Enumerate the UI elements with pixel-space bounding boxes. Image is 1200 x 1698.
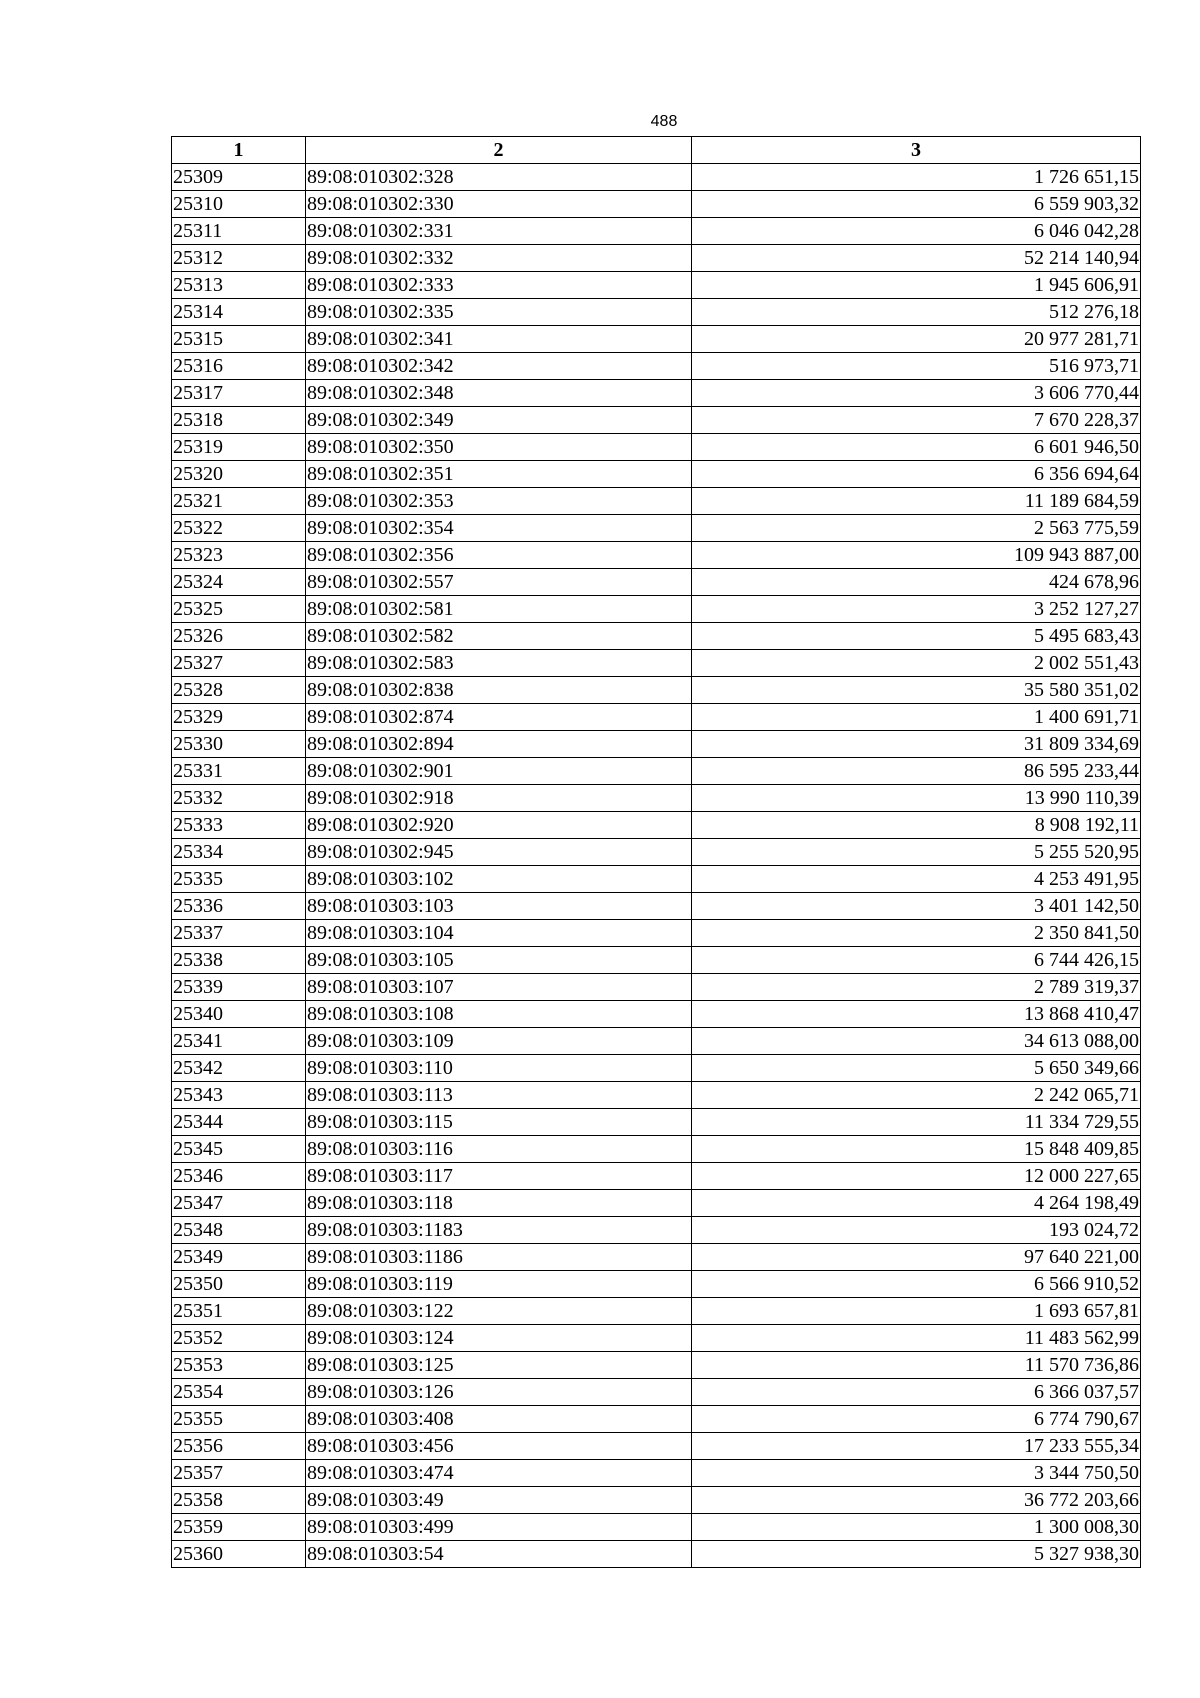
cadastral-number: 89:08:010302:356 (306, 542, 692, 569)
cadastral-number: 89:08:010302:901 (306, 758, 692, 785)
cadastral-value: 6 356 694,64 (692, 461, 1141, 488)
row-number: 25320 (172, 461, 306, 488)
cadastral-number: 89:08:010302:332 (306, 245, 692, 272)
cadastral-value: 1 300 008,30 (692, 1514, 1141, 1541)
cadastral-value: 5 495 683,43 (692, 623, 1141, 650)
cadastral-value: 2 002 551,43 (692, 650, 1141, 677)
table-row (172, 1244, 1141, 1271)
cadastral-value: 6 366 037,57 (692, 1379, 1141, 1406)
cadastral-number: 89:08:010303:119 (306, 1271, 692, 1298)
cadastral-value: 3 344 750,50 (692, 1460, 1141, 1487)
table-row (172, 947, 1141, 974)
cadastral-number: 89:08:010302:894 (306, 731, 692, 758)
cadastral-number: 89:08:010303:117 (306, 1163, 692, 1190)
table-row (172, 461, 1141, 488)
cadastral-number: 89:08:010302:351 (306, 461, 692, 488)
cadastral-value: 3 252 127,27 (692, 596, 1141, 623)
table-row (172, 812, 1141, 839)
cadastral-value: 516 973,71 (692, 353, 1141, 380)
table-row (172, 1325, 1141, 1352)
cadastral-number: 89:08:010303:54 (306, 1541, 692, 1568)
cadastral-value: 52 214 140,94 (692, 245, 1141, 272)
row-number: 25352 (172, 1325, 306, 1352)
cadastral-number: 89:08:010302:838 (306, 677, 692, 704)
cadastral-number: 89:08:010302:330 (306, 191, 692, 218)
cadastral-value: 2 350 841,50 (692, 920, 1141, 947)
row-number: 25343 (172, 1082, 306, 1109)
row-number: 25342 (172, 1055, 306, 1082)
row-number: 25316 (172, 353, 306, 380)
cadastral-number: 89:08:010303:103 (306, 893, 692, 920)
cadastral-number: 89:08:010303:474 (306, 1460, 692, 1487)
row-number: 25318 (172, 407, 306, 434)
table-row (172, 623, 1141, 650)
row-number: 25351 (172, 1298, 306, 1325)
row-number: 25344 (172, 1109, 306, 1136)
table-row (172, 704, 1141, 731)
table-row (172, 272, 1141, 299)
cadastral-number: 89:08:010302:581 (306, 596, 692, 623)
cadastral-value: 1 945 606,91 (692, 272, 1141, 299)
row-number: 25329 (172, 704, 306, 731)
table-row (172, 974, 1141, 1001)
cadastral-value: 11 334 729,55 (692, 1109, 1141, 1136)
table-row (172, 758, 1141, 785)
cadastral-value: 424 678,96 (692, 569, 1141, 596)
cadastral-value: 17 233 555,34 (692, 1433, 1141, 1460)
cadastral-number: 89:08:010302:335 (306, 299, 692, 326)
table-row (172, 245, 1141, 272)
row-number: 25319 (172, 434, 306, 461)
cadastral-number: 89:08:010302:582 (306, 623, 692, 650)
cadastral-value: 13 990 110,39 (692, 785, 1141, 812)
table-row (172, 1379, 1141, 1406)
cadastral-number: 89:08:010302:945 (306, 839, 692, 866)
table-row (172, 488, 1141, 515)
cadastral-number: 89:08:010302:557 (306, 569, 692, 596)
row-number: 25346 (172, 1163, 306, 1190)
cadastral-number: 89:08:010302:331 (306, 218, 692, 245)
header-col-3: 3 (692, 137, 1141, 164)
cadastral-value: 109 943 887,00 (692, 542, 1141, 569)
table-row (172, 1460, 1141, 1487)
cadastral-number: 89:08:010303:1186 (306, 1244, 692, 1271)
table-row (172, 1487, 1141, 1514)
row-number: 25359 (172, 1514, 306, 1541)
table-row (172, 1352, 1141, 1379)
row-number: 25331 (172, 758, 306, 785)
table-row (172, 191, 1141, 218)
row-number: 25311 (172, 218, 306, 245)
table-body (172, 164, 1141, 1568)
cadastral-number: 89:08:010302:333 (306, 272, 692, 299)
table-row (172, 407, 1141, 434)
table-row (172, 650, 1141, 677)
row-number: 25356 (172, 1433, 306, 1460)
cadastral-number: 89:08:010303:408 (306, 1406, 692, 1433)
cadastral-number: 89:08:010303:105 (306, 947, 692, 974)
row-number: 25330 (172, 731, 306, 758)
cadastral-value: 20 977 281,71 (692, 326, 1141, 353)
cadastral-number: 89:08:010303:49 (306, 1487, 692, 1514)
cadastral-number: 89:08:010303:116 (306, 1136, 692, 1163)
cadastral-value: 6 601 946,50 (692, 434, 1141, 461)
row-number: 25336 (172, 893, 306, 920)
table-row (172, 596, 1141, 623)
table-row (172, 1541, 1141, 1568)
row-number: 25332 (172, 785, 306, 812)
cadastral-number: 89:08:010302:583 (306, 650, 692, 677)
table-row (172, 326, 1141, 353)
table-header (172, 137, 1141, 164)
table-row (172, 1055, 1141, 1082)
cadastral-number: 89:08:010303:109 (306, 1028, 692, 1055)
table-row (172, 1406, 1141, 1433)
row-number: 25345 (172, 1136, 306, 1163)
cadastral-number: 89:08:010303:115 (306, 1109, 692, 1136)
cadastral-number: 89:08:010303:499 (306, 1514, 692, 1541)
page-number: 488 (650, 113, 678, 130)
table-row (172, 1163, 1141, 1190)
cadastral-value: 97 640 221,00 (692, 1244, 1141, 1271)
row-number: 25325 (172, 596, 306, 623)
cadastral-value: 1 693 657,81 (692, 1298, 1141, 1325)
cadastral-value: 6 559 903,32 (692, 191, 1141, 218)
table-row (172, 164, 1141, 191)
row-number: 25314 (172, 299, 306, 326)
cadastral-number: 89:08:010303:108 (306, 1001, 692, 1028)
header-col-1: 1 (172, 137, 306, 164)
table-row (172, 839, 1141, 866)
table-row (172, 785, 1141, 812)
table-row (172, 677, 1141, 704)
cadastral-value: 3 606 770,44 (692, 380, 1141, 407)
cadastral-value: 2 242 065,71 (692, 1082, 1141, 1109)
cadastral-value: 8 908 192,11 (692, 812, 1141, 839)
table-row (172, 542, 1141, 569)
row-number: 25337 (172, 920, 306, 947)
cadastral-number: 89:08:010303:456 (306, 1433, 692, 1460)
table-row (172, 731, 1141, 758)
table-row (172, 218, 1141, 245)
cadastral-number: 89:08:010303:102 (306, 866, 692, 893)
cadastral-value: 13 868 410,47 (692, 1001, 1141, 1028)
cadastral-value: 3 401 142,50 (692, 893, 1141, 920)
cadastral-number: 89:08:010302:874 (306, 704, 692, 731)
cadastral-value: 12 000 227,65 (692, 1163, 1141, 1190)
row-number: 25354 (172, 1379, 306, 1406)
row-number: 25321 (172, 488, 306, 515)
header-row (172, 137, 1141, 164)
row-number: 25309 (172, 164, 306, 191)
cadastral-value: 35 580 351,02 (692, 677, 1141, 704)
row-number: 25334 (172, 839, 306, 866)
cadastral-number: 89:08:010303:110 (306, 1055, 692, 1082)
cadastral-value: 15 848 409,85 (692, 1136, 1141, 1163)
row-number: 25349 (172, 1244, 306, 1271)
row-number: 25347 (172, 1190, 306, 1217)
cadastral-value: 512 276,18 (692, 299, 1141, 326)
table-row (172, 1082, 1141, 1109)
row-number: 25327 (172, 650, 306, 677)
cadastral-value: 31 809 334,69 (692, 731, 1141, 758)
row-number: 25353 (172, 1352, 306, 1379)
cadastral-number: 89:08:010302:350 (306, 434, 692, 461)
row-number: 25348 (172, 1217, 306, 1244)
table-row (172, 434, 1141, 461)
cadastral-number: 89:08:010302:348 (306, 380, 692, 407)
row-number: 25333 (172, 812, 306, 839)
cadastral-number: 89:08:010303:122 (306, 1298, 692, 1325)
table-row (172, 569, 1141, 596)
cadastral-number: 89:08:010303:118 (306, 1190, 692, 1217)
cadastral-number: 89:08:010303:107 (306, 974, 692, 1001)
row-number: 25338 (172, 947, 306, 974)
row-number: 25357 (172, 1460, 306, 1487)
header-col-2: 2 (306, 137, 692, 164)
row-number: 25355 (172, 1406, 306, 1433)
cadastral-value: 2 563 775,59 (692, 515, 1141, 542)
cadastral-number: 89:08:010302:354 (306, 515, 692, 542)
table-row (172, 1433, 1141, 1460)
row-number: 25310 (172, 191, 306, 218)
cadastral-value: 5 327 938,30 (692, 1541, 1141, 1568)
cadastral-number: 89:08:010303:113 (306, 1082, 692, 1109)
row-number: 25312 (172, 245, 306, 272)
cadastral-value: 11 570 736,86 (692, 1352, 1141, 1379)
row-number: 25323 (172, 542, 306, 569)
row-number: 25340 (172, 1001, 306, 1028)
cadastral-number: 89:08:010302:349 (306, 407, 692, 434)
row-number: 25335 (172, 866, 306, 893)
cadastral-value: 36 772 203,66 (692, 1487, 1141, 1514)
row-number: 25313 (172, 272, 306, 299)
cadastral-value: 6 744 426,15 (692, 947, 1141, 974)
table-row (172, 1217, 1141, 1244)
cadastral-number: 89:08:010303:125 (306, 1352, 692, 1379)
cadastral-number: 89:08:010302:342 (306, 353, 692, 380)
cadastral-number: 89:08:010302:341 (306, 326, 692, 353)
row-number: 25324 (172, 569, 306, 596)
cadastral-value: 5 255 520,95 (692, 839, 1141, 866)
row-number: 25322 (172, 515, 306, 542)
cadastral-number: 89:08:010302:353 (306, 488, 692, 515)
cadastral-number: 89:08:010303:1183 (306, 1217, 692, 1244)
row-number: 25360 (172, 1541, 306, 1568)
cadastral-value: 86 595 233,44 (692, 758, 1141, 785)
cadastral-value: 4 264 198,49 (692, 1190, 1141, 1217)
table-row (172, 1136, 1141, 1163)
cadastral-number: 89:08:010303:126 (306, 1379, 692, 1406)
table-row (172, 515, 1141, 542)
row-number: 25328 (172, 677, 306, 704)
cadastral-value: 11 189 684,59 (692, 488, 1141, 515)
table-row (172, 1298, 1141, 1325)
cadastral-value: 2 789 319,37 (692, 974, 1141, 1001)
table-row (172, 1109, 1141, 1136)
table-row (172, 1514, 1141, 1541)
table-row (172, 1001, 1141, 1028)
cadastral-value: 7 670 228,37 (692, 407, 1141, 434)
row-number: 25358 (172, 1487, 306, 1514)
cadastral-value: 11 483 562,99 (692, 1325, 1141, 1352)
table-row (172, 866, 1141, 893)
table-row (172, 380, 1141, 407)
cadastral-value: 193 024,72 (692, 1217, 1141, 1244)
row-number: 25350 (172, 1271, 306, 1298)
table-row (172, 299, 1141, 326)
cadastral-value: 1 726 651,15 (692, 164, 1141, 191)
cadastral-value: 4 253 491,95 (692, 866, 1141, 893)
table-row (172, 1271, 1141, 1298)
cadastral-value: 5 650 349,66 (692, 1055, 1141, 1082)
cadastral-value: 6 046 042,28 (692, 218, 1141, 245)
table-row (172, 1190, 1141, 1217)
cadastral-number: 89:08:010303:124 (306, 1325, 692, 1352)
cadastral-value: 34 613 088,00 (692, 1028, 1141, 1055)
row-number: 25341 (172, 1028, 306, 1055)
cadastral-number: 89:08:010302:920 (306, 812, 692, 839)
table-row (172, 353, 1141, 380)
cadastral-value: 6 566 910,52 (692, 1271, 1141, 1298)
row-number: 25339 (172, 974, 306, 1001)
row-number: 25315 (172, 326, 306, 353)
cadastral-value: 6 774 790,67 (692, 1406, 1141, 1433)
cadastral-number: 89:08:010302:918 (306, 785, 692, 812)
cadastral-value: 1 400 691,71 (692, 704, 1141, 731)
table-row (172, 1028, 1141, 1055)
row-number: 25326 (172, 623, 306, 650)
table-row (172, 893, 1141, 920)
table-row (172, 920, 1141, 947)
cadastral-number: 89:08:010303:104 (306, 920, 692, 947)
row-number: 25317 (172, 380, 306, 407)
cadastral-value-table (171, 136, 1141, 1568)
cadastral-number: 89:08:010302:328 (306, 164, 692, 191)
